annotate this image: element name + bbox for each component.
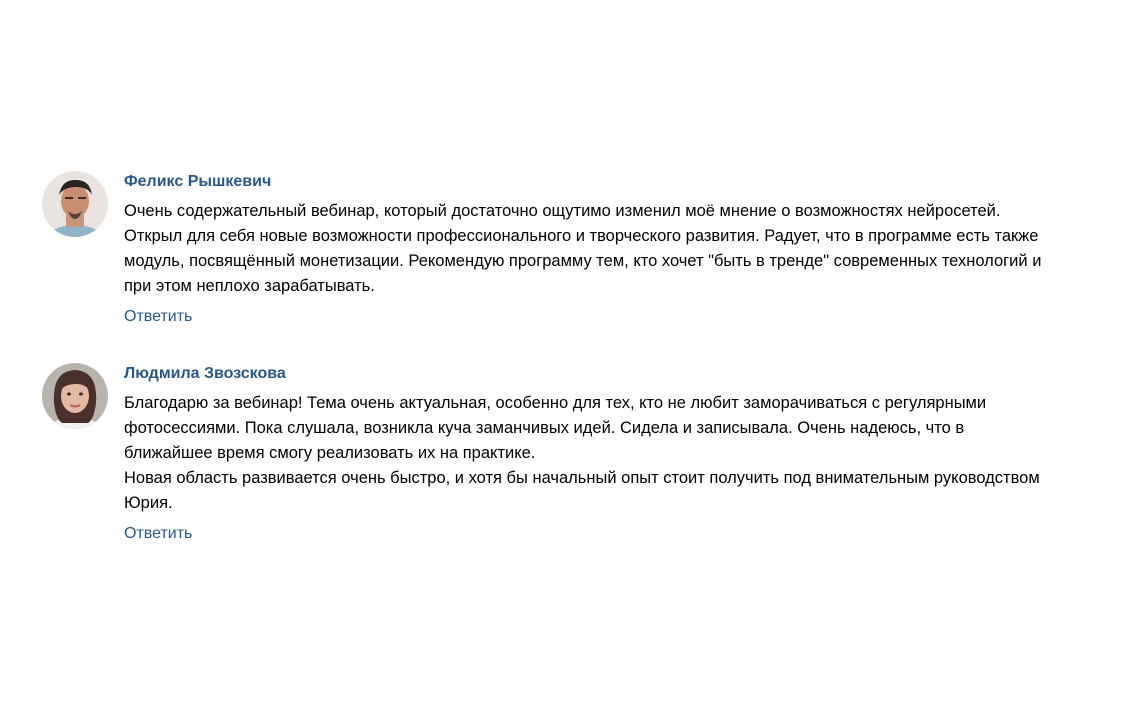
comment-author[interactable]: Людмила Звозскова xyxy=(124,365,286,382)
comment-author[interactable]: Феликс Рышкевич xyxy=(124,173,272,190)
avatar-man-photo-icon xyxy=(42,171,108,237)
avatar[interactable] xyxy=(42,363,108,429)
comment-paragraph: Благодарю за вебинар! Тема очень актуальная, особенно для тех, кто не любит заморачиваться с регулярными фотосессиями. Пока слушала, возникла куча заманчивых идей. Сидела и записывала. Очень надеюсь, что в ближайшее время смогу реализовать их на практике. xyxy=(124,394,987,462)
comment-paragraph: Очень содержательный вебинар, который достаточно ощутимо изменил моё мнение о возможностях нейросетей. Открыл для себя новые возможности профессионального и творческого развития. Радует, что в программе есть также модуль, посвящённый монетизации. Рекомендую программу тем, кто хочет "быть в тренде" современных технологий и при этом неплохо зарабатывать. xyxy=(124,202,1042,295)
comment-paragraph: Новая область развивается очень быстро, и хотя бы начальный опыт стоит получить под внимательным руководством Юрия. xyxy=(124,469,1040,512)
comment-text xyxy=(124,391,1044,516)
reply-link[interactable]: Ответить xyxy=(124,308,193,325)
reply-link[interactable]: Ответить xyxy=(124,525,193,542)
comment-body xyxy=(124,363,1044,544)
comment-body xyxy=(124,171,1044,327)
avatar-woman-photo-icon xyxy=(42,363,108,429)
avatar[interactable] xyxy=(42,171,108,237)
comment-text xyxy=(124,199,1044,299)
